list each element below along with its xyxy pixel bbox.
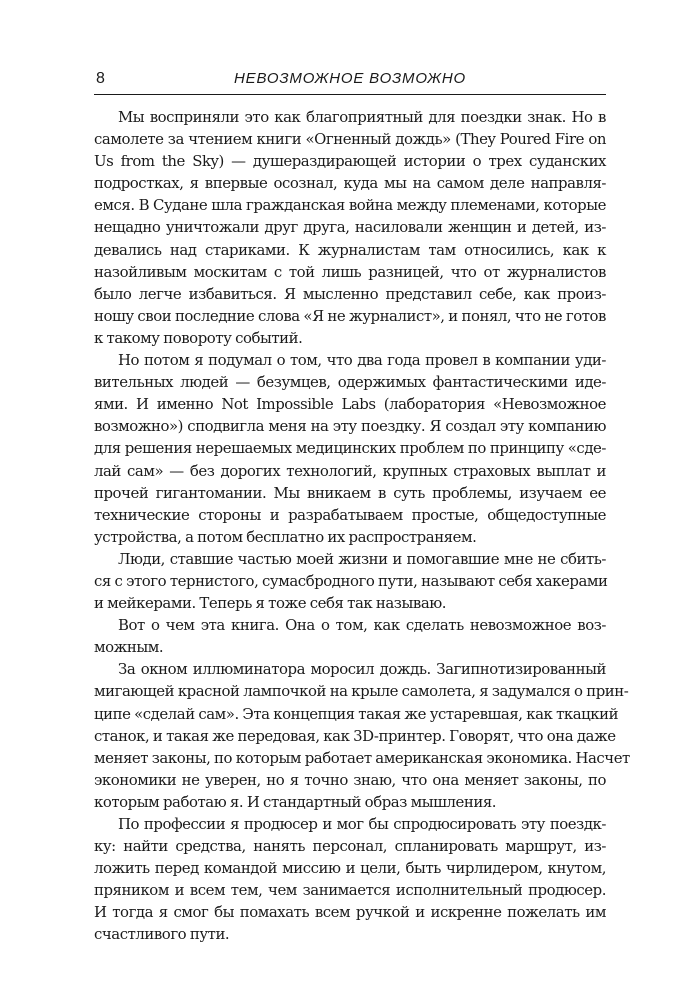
- text-line: для решения нерешаемых медицинских проблем по принципу «сде-: [94, 439, 606, 458]
- text-line: технические стороны и разрабатываем простые, общедоступные: [94, 505, 606, 524]
- text-line: нещадно уничтожали друг друга, насиловали женщин и детей, из-: [94, 218, 606, 237]
- text-line: лай сам» — без дорогих технологий, крупных страховых выплат и: [94, 461, 606, 480]
- text-line: было легче избавиться. Я мысленно представил себе, как произ-: [94, 284, 606, 303]
- text-line: счастливого пути.: [94, 925, 230, 944]
- text-line: устройства, а потом бесплатно их распространяем.: [94, 527, 477, 546]
- running-title: НЕВОЗМОЖНОЕ ВОЗМОЖНО: [234, 70, 466, 87]
- text-line: И тогда я смог бы помахать всем ручкой и искренне пожелать им: [94, 903, 606, 922]
- running-header: [94, 68, 606, 95]
- text-line: ципе «сделай сам». Эта концепция такая же устаревшая, как ткацкий: [94, 704, 619, 723]
- text-line: ношу свои последние слова «Я не журналист», и понял, что не готов: [94, 306, 606, 325]
- text-line: ся с этого тернистого, сумасбродного пути, называют себя хакерами: [94, 571, 608, 590]
- text-line: За окном иллюминатора моросил дождь. Загипнотизированный: [118, 660, 606, 679]
- text-line: Но потом я подумал о том, что два года провел в компании уди-: [118, 351, 606, 370]
- text-line: возможно») сподвигла меня на эту поездку. Я создал эту компанию: [94, 417, 606, 436]
- paragraph: [94, 614, 606, 658]
- text-line: По профессии я продюсер и мог бы спродюсировать эту поездк-: [118, 815, 606, 833]
- text-line: пряником и всем тем, чем занимается исполнительный продюсер.: [94, 881, 606, 900]
- text-line: Us from the Sky) — душераздирающей истории о трех суданских: [94, 152, 606, 171]
- text-line: подростках, я впервые осознал, куда мы на самом деле направля-: [94, 174, 606, 193]
- paragraph: [94, 349, 606, 548]
- text-line: ями. И именно Not Impossible Labs (лаборатория «Невозможное: [94, 395, 606, 414]
- text-line: ложить перед командой миссию и цели, быть чирлидером, кнутом,: [94, 859, 606, 878]
- text-line: девались над стариками. К журналистам там относились, как к: [94, 240, 606, 259]
- text-line: к такому повороту событий.: [94, 328, 303, 347]
- paragraph: [94, 548, 606, 614]
- text-line: Мы восприняли это как благоприятный для поездки знак. Но в: [118, 108, 606, 126]
- text-line: экономики не уверен, но я точно знаю, что она меняет законы, по: [94, 770, 606, 789]
- text-line: назойливым москитам с той лишь разницей, что от журналистов: [94, 262, 606, 281]
- paragraph: [94, 106, 606, 349]
- paragraph: [94, 813, 606, 946]
- text-line: ку: найти средства, нанять персонал, спланировать маршрут, из-: [94, 837, 606, 856]
- text-line: можным.: [94, 638, 164, 657]
- text-line: прочей гигантомании. Мы вникаем в суть проблемы, изучаем ее: [94, 483, 606, 502]
- text-line: вительных людей — безумцев, одержимых фантастическими иде-: [94, 373, 606, 392]
- text-line: самолете за чтением книги «Огненный дождь» (They Poured Fire on: [94, 130, 606, 149]
- text-line: емся. В Судане шла гражданская война между племенами, которые: [94, 196, 606, 215]
- text-line: Вот о чем эта книга. Она о том, как сделать невозможное воз-: [118, 616, 606, 635]
- text-line: и мейкерами. Теперь я тоже себя так называю.: [94, 594, 447, 613]
- text-line: Люди, ставшие частью моей жизни и помогавшие мне не сбить-: [118, 549, 606, 568]
- paragraph: [94, 658, 630, 813]
- text-line: станок, и такая же передовая, как 3D-принтер. Говорят, что она даже: [94, 726, 616, 745]
- page-number: 8: [96, 70, 105, 87]
- text-line: которым работаю я. И стандартный образ мышления.: [94, 792, 497, 811]
- text-line: меняет законы, по которым работает американская экономика. Насчет: [94, 748, 630, 767]
- text-line: мигающей красной лампочкой на крыле самолета, я задумался о прин-: [94, 682, 629, 701]
- body-text: [94, 106, 630, 946]
